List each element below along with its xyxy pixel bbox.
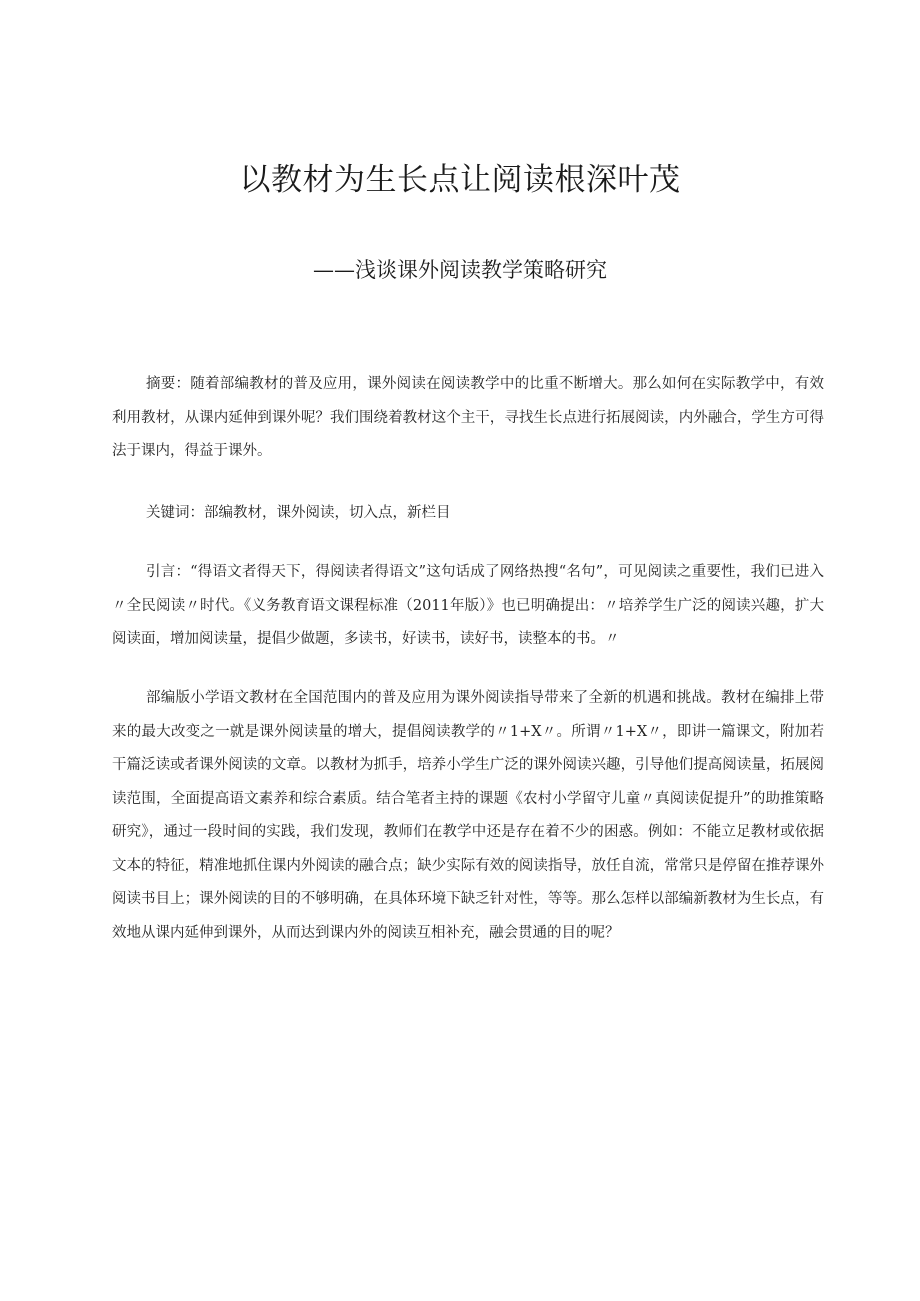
- document-title: 以教材为生长点让阅读根深叶茂: [239, 162, 681, 198]
- body-paragraph: 部编版小学语文教材在全国范围内的普及应用为课外阅读指导带来了全新的机遇和挑战。教材在编排上带来的最大改变之一就是课外阅读量的增大，提倡阅读教学的〃1+X〃。所谓〃1+X〃，即讲一篇课文，附加若干篇泛读或者课外阅读的文章。以教材为抓手，培养小学生广泛的课外阅读兴趣，引导他们提高阅读量，拓展阅读范围，全面提高语文素养和综合素质。结合笔者主持的课题《农村小学留守儿童〃真阅读促提升”的助推策略研究》，通过一段时间的实践，我们发现，教师们在教学中还是存在着不少的困惑。例如：不能立足教材或依据文本的特征，精准地抓住课内外阅读的融合点；缺少实际有效的阅读指导，放任自流，常常只是停留在推荐课外阅读书目上；课外阅读的目的不够明确，在具体环境下缺乏针对性，等等。那么怎样以部编新教材为生长点，有效地从课内延伸到课外，从而达到课内外的阅读互相补充，融会贯通的目的呢？: [112, 690, 824, 941]
- keywords-paragraph: 关键词：部编教材，课外阅读，切入点，新栏目: [146, 505, 451, 521]
- introduction-paragraph: 引言：“得语文者得天下，得阅读者得语文”这句话成了网络热搜“名句”，可见阅读之重要性，我们已进入〃全民阅读〃时代。《义务教育语文课程标准（2011年版）》也已明确提出：〃培养学生广泛的阅读兴趣，扩大阅读面，增加阅读量，提倡少做题，多读书，好读书，读好书，读整本的书。〃: [112, 564, 824, 647]
- document-subtitle: ——浅谈课外阅读教学策略研究: [313, 258, 607, 282]
- abstract-paragraph: 摘要：随着部编教材的普及应用，课外阅读在阅读教学中的比重不断增大。那么如何在实际教学中，有效利用教材，从课内延伸到课外呢？我们围绕着教材这个主干，寻找生长点进行拓展阅读，内外融合，学生方可得法于课内，得益于课外。: [112, 376, 824, 459]
